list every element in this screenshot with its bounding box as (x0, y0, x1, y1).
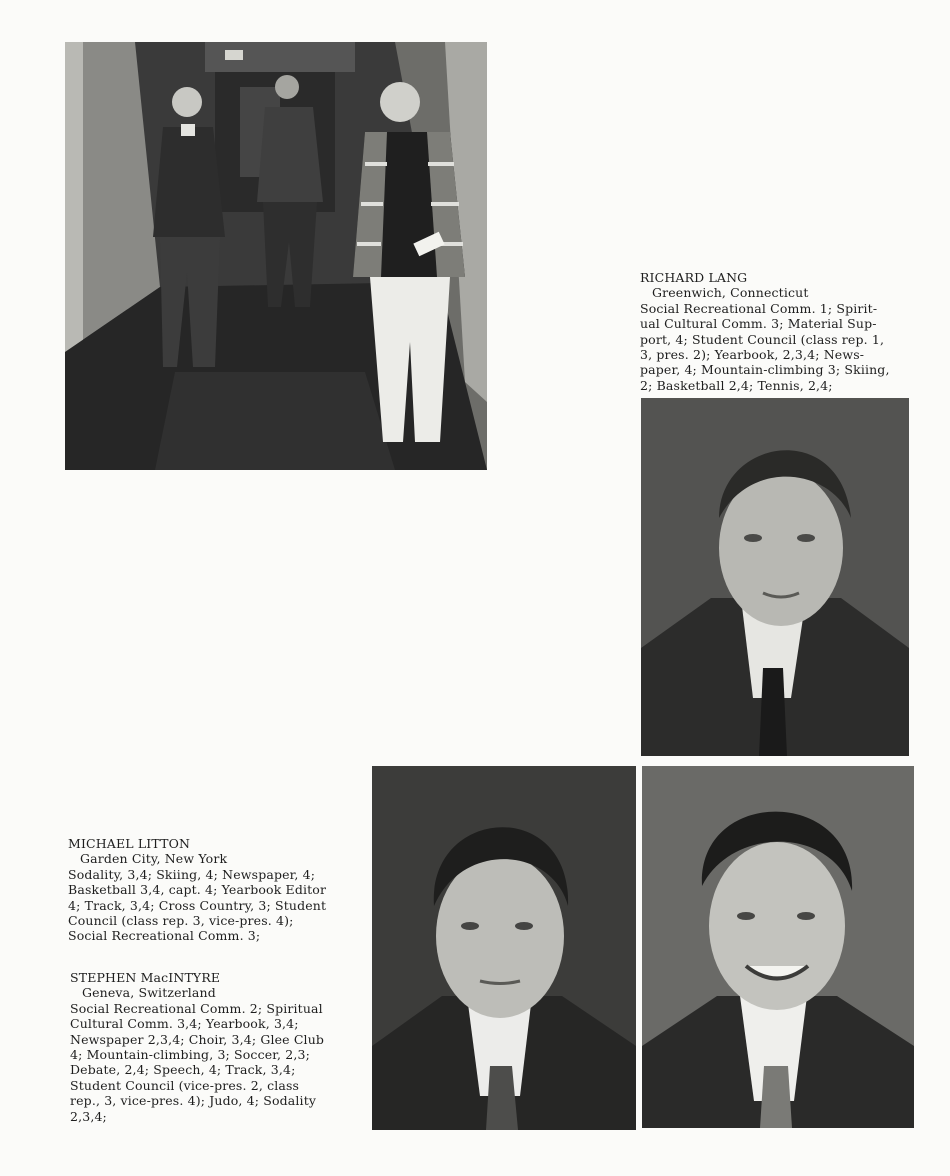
student-hometown: Greenwich, Connecticut (652, 285, 809, 301)
student-bio-litton (68, 836, 368, 944)
student-bio-macintyre (70, 970, 370, 1124)
student-bio-lang (640, 270, 920, 393)
student-name: MICHAEL LITTON (68, 836, 191, 851)
student-hometown: Geneva, Switzerland (82, 985, 216, 1001)
portrait-lang (641, 398, 909, 756)
hallway-photo (65, 42, 487, 470)
student-activities: Social Recreational Comm. 2; Spiritual Cultural Comm. 3,4; Yearbook, 3,4; Newspaper 2,3,4; Choir, 3,4; Glee Club 4; Mountain-climbing, 3; Soccer, 2,3; Debate, 2,4; Speech, 4; Track, 3,4; Student Council (vice-pres. 2, class rep., 3, vice-pres. 4); Judo, 4; Sodality 2,3,4; (70, 1000, 325, 1124)
portrait-macintyre (642, 766, 914, 1128)
student-activities: Sodality, 3,4; Skiing, 4; Newspaper, 4; Basketball 3,4, capt. 4; Yearbook Editor 4; Track, 3,4; Cross Country, 3; Student Council (class rep. 3, vice-pres. 4); Social Recreational Comm. 3; (68, 866, 327, 944)
student-name: RICHARD LANG (640, 270, 748, 285)
portrait-litton (372, 766, 636, 1130)
student-name: STEPHEN MacINTYRE (70, 970, 221, 985)
student-hometown: Garden City, New York (80, 851, 228, 867)
student-activities: Social Recreational Comm. 1; Spirit- ual Cultural Comm. 3; Material Sup- port, 4; Student Council (class rep. 1, 3, pres. 2); Yearbook, 2,3,4; News- paper, 4; Mountain-climbing 3; Skiing, 2; Basketball 2,4; Tennis, 2,4; (640, 300, 890, 393)
